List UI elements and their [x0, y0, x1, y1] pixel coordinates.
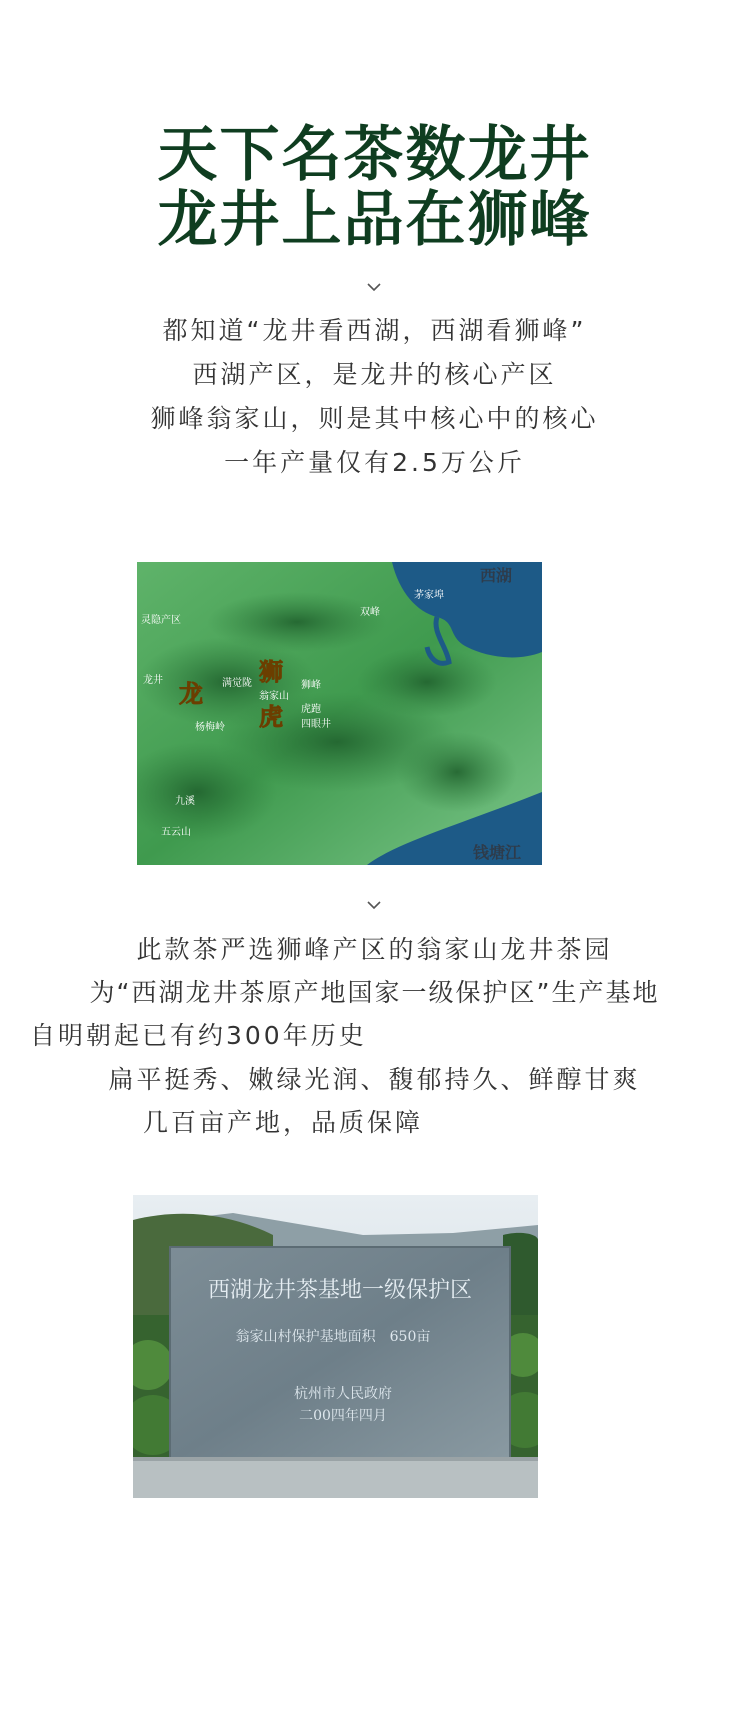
map-label-hupao: 虎跑 [301, 704, 321, 715]
plaque-date: 二00四年四月 [299, 1408, 387, 1424]
details-line-2: 为“西湖龙井茶原产地国家一级保护区”生产基地 [89, 978, 660, 1007]
map-label-maojiabu: 茅家埠 [414, 590, 444, 601]
map-big-shi: 狮 [259, 657, 283, 686]
plaque-title: 西湖龙井茶基地一级保护区 [207, 1278, 473, 1303]
intro-line-4: 一年产量仅有2.5万公斤 [224, 448, 525, 477]
details-line-4: 扁平挺秀、嫩绿光润、馥郁持久、鲜醇甘爽 [108, 1065, 641, 1094]
chevron-down-icon [363, 898, 385, 912]
headline-line-2: 龙井上品在狮峰 [157, 185, 592, 255]
details-line-1: 此款茶严选狮峰产区的翁家山龙井茶园 [136, 935, 613, 964]
chevron-down-icon [363, 280, 385, 294]
map-label-jiuxi: 九溪 [175, 796, 195, 807]
map-label-wuyunshan: 五云山 [161, 827, 191, 838]
plaque-area: 翁家山村保护基地面积 650亩 [235, 1329, 431, 1345]
map-label-longjing: 龙井 [143, 675, 163, 686]
map-label-mangjuelong: 满觉陇 [222, 678, 252, 689]
intro-line-1: 都知道“龙井看西湖，西湖看狮峰” [162, 316, 587, 345]
map-big-hu: 虎 [259, 702, 283, 731]
intro-line-2: 西湖产区，是龙井的核心产区 [192, 360, 557, 389]
plaque-issuer: 杭州市人民政府 [294, 1386, 392, 1402]
details-line-5: 几百亩产地，品质保障 [143, 1108, 424, 1137]
map-label-shifeng: 狮峰 [301, 680, 321, 691]
map-label-siyanjing: 四眼井 [301, 719, 331, 730]
protection-zone-plaque-photo [133, 1195, 538, 1498]
map-label-wengjiashan: 翁家山 [259, 691, 289, 702]
details-line-3: 自明朝起已有约300年历史 [30, 1021, 367, 1050]
map-label-xihu: 西湖 [480, 566, 513, 585]
map-big-long: 龙 [179, 679, 203, 708]
longjing-region-map [137, 562, 542, 865]
map-label-qiantangjiang: 钱塘江 [473, 843, 522, 862]
map-label-lingyin: 灵隐产区 [141, 615, 181, 626]
intro-line-3: 狮峰翁家山，则是其中核心中的核心 [150, 404, 599, 433]
headline-line-1: 天下名茶数龙井 [157, 120, 592, 190]
map-label-yangmeiling: 杨梅岭 [195, 722, 225, 733]
map-label-shuangfeng: 双峰 [360, 607, 380, 618]
